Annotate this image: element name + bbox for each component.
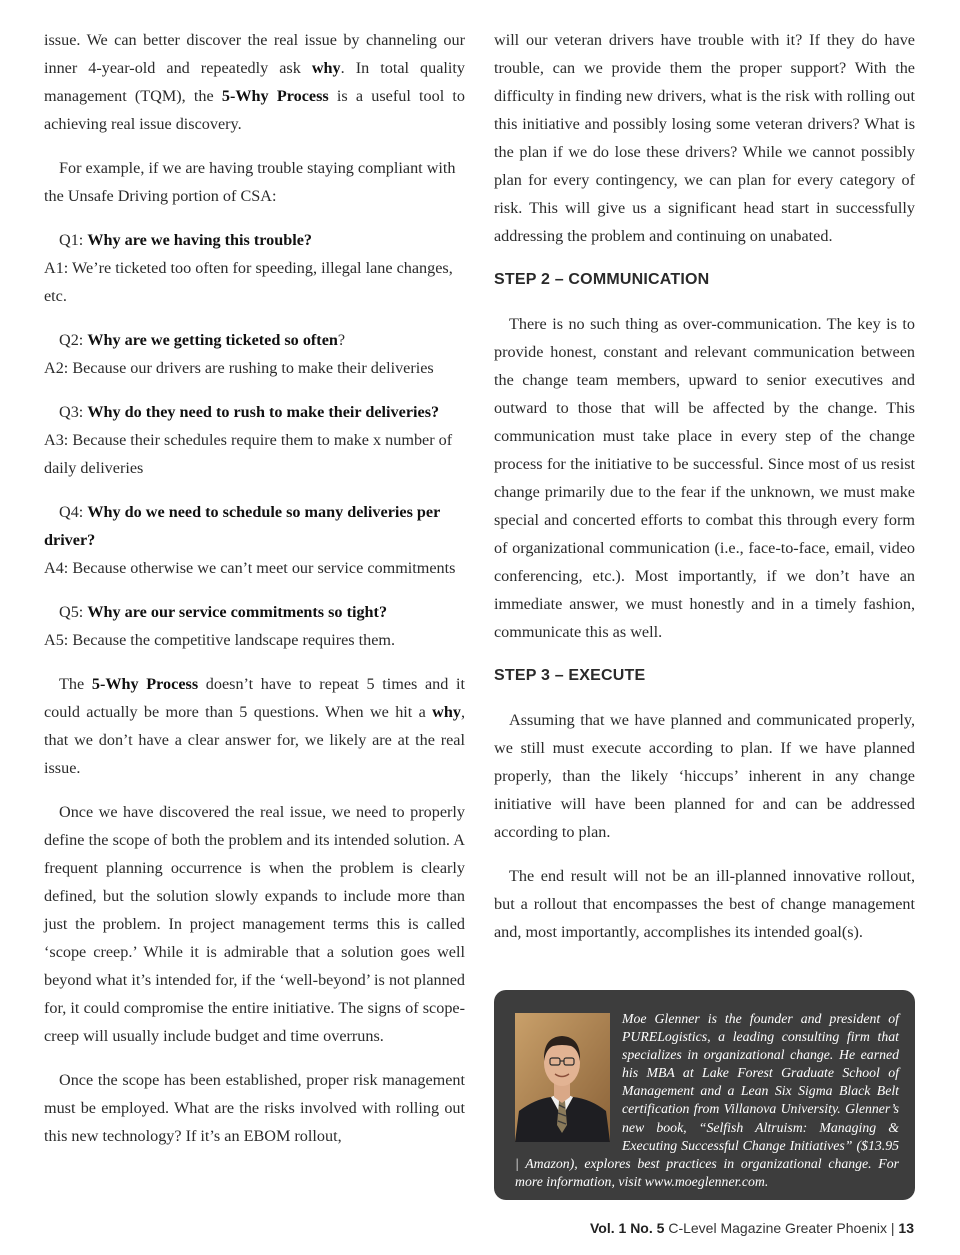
paragraph-scope: Once we have discovered the real issue, we need to properly define the scope of both the problem and its intended solution. A frequent planning occurrence is when the problem is clearly defined, but the solution slowly expands to include more than just the problem. In project management terms this is called ‘scope creep.’ While it is admirable that a solution goes well beyond what it’s intended for, if the ‘well-beyond’ is not planned for, it could compromise the entire initiative. The signs of scope-creep will usually include budget and time overruns. [44,803,465,1045]
paragraph-communication: There is no such thing as over-communication. The key is to provide honest, constant and relevant communication between the change team members, upward to senior executives and outward to those that will be affected by the change. This communication must take place in every step of the change process for the initiative to be successful. Since most of us resist change primarily due to the fear if the unknown, we must make special and concerted efforts to combat this through every form of organizational communication (i.e., face-to-face, email, video conferencing, etc.). Most importantly, if we don’t have an immediate answer, we must honestly and in a timely fashion, communicate this as well. [494,315,915,641]
question-1: Q1: Why are we having this trouble? [59,231,313,249]
page-footer [590,1220,914,1236]
qa-item-1 [44,226,465,310]
answer-4: A4: Because otherwise we can’t meet our service commitments [44,559,456,577]
paragraph-5why-intro: issue. We can better discover the real issue by channeling our inner 4-year-old and repeatedly ask why. In total quality management (TQM), the 5-Why Process is a useful tool to achieving real issue discovery. [44,31,465,133]
paragraph-5why-repeat: The 5-Why Process doesn’t have to repeat 5 times and it could actually be more than 5 questions. When we hit a why, that we don’t have a clear answer for, we likely are at the real issue. [44,675,466,777]
left-column [44,26,465,1166]
answer-5: A5: Because the competitive landscape requires them. [44,631,396,649]
paragraph-risk: Once the scope has been established, proper risk management must be employed. What are the risks involved with rolling out this new technology? If it’s an EBOM rollout, [44,1071,465,1145]
answer-1: A1: We’re ticketed too often for speeding, illegal lane changes, etc. [44,259,453,305]
question-5: Q5: Why are our service commitments so tight? [59,603,388,621]
footer-magazine-name: C-Level Magazine Greater Phoenix [664,1220,891,1236]
author-photo [515,1013,610,1142]
paragraph-veteran-drivers: will our veteran drivers have trouble with it? If they do have trouble, can we provide them the proper support? With the difficulty in finding new drivers, what is the risk with rolling out this initiative and possibly losing some veteran drivers? What is the plan if we do lose these drivers? While we cannot possibly plan for every contingency, we can plan for every category of risk. This will give us a significant head start in successfully addressing the problem and continuing on unabated. [494,31,915,245]
qa-item-3 [44,398,465,482]
answer-3: A3: Because their schedules require them to make x number of daily deliveries [44,431,453,477]
author-bio-text: Moe Glenner is the founder and president of PURELogistics, a leading consulting firm that specializes in organizational change. He earned his MBA at Lake Forest Graduate School of Management and a Lean Six Sigma Black Belt certification from Villanova University. Glenner’s new book, “Selfish Altruism: Managing & Executing Successful Change Initiatives” ($13.95 | Amazon), explores best practices in organizational change. For more information, visit www.moeglenner.com. [515,1011,899,1189]
qa-item-4 [44,498,465,582]
right-column [494,26,915,962]
paragraph-example: For example, if we are having trouble staying compliant with the Unsafe Driving portion of CSA: [44,159,456,205]
qa-item-5 [44,598,465,654]
qa-item-2 [44,326,465,382]
question-2: Q2: Why are we getting ticketed so often? [59,331,346,349]
paragraph-end-result: The end result will not be an ill-planned innovative rollout, but a rollout that encompasses the best of change management and, most importantly, accomplishes its intended goal(s). [494,867,915,941]
page-number: 13 [894,1220,914,1236]
step2-heading: STEP 2 – COMMUNICATION [494,271,710,288]
paragraph-execute: Assuming that we have planned and communicated properly, we still must execute according to plan. If we have planned properly, than the likely ‘hiccups’ inherent in any change initiative will have been planned for and can be addressed according to plan. [494,711,915,841]
footer-separator: | [890,1220,895,1236]
footer-volume: Vol. 1 No. 5 [590,1220,665,1236]
answer-2: A2: Because our drivers are rushing to make their deliveries [44,359,434,377]
step3-heading: STEP 3 – EXECUTE [494,667,646,684]
question-3: Q3: Why do they need to rush to make their deliveries? [59,403,440,421]
question-4: Q4: Why do we need to schedule so many deliveries per driver? [44,503,440,549]
author-bio-box [494,990,915,1200]
